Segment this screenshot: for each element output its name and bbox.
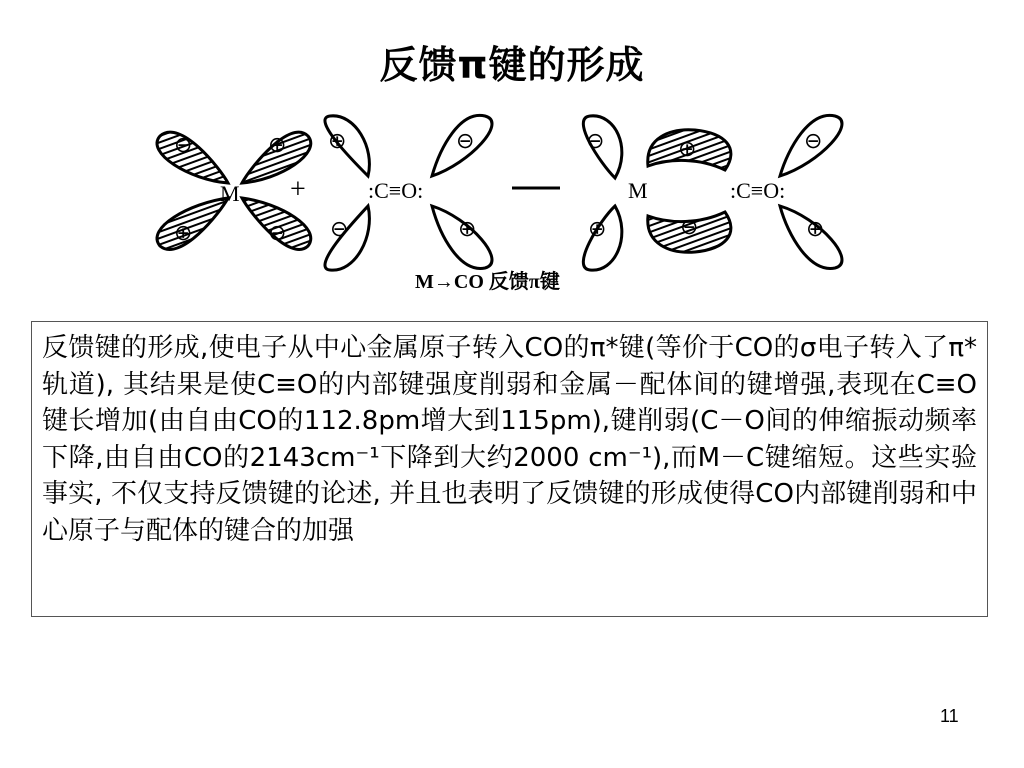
slide-title: 反馈π键的形成 [379, 43, 645, 87]
orbital-sign-10: ⊕ [588, 216, 607, 241]
orbital-sign-9: ⊖ [586, 128, 605, 153]
co-label-right: :C≡O: [730, 178, 786, 203]
co-label-left: :C≡O: [368, 178, 424, 203]
explanation-paragraph: 反馈键的形成,使电子从中心金属原子转入CO的π*键(等价于CO的σ电子转入了π*轨道), 其结果是使C≡O的内部键强度削弱和金属－配体间的键增强,表现在C≡O 键长增加(由自由CO的112.8pm增大到115pm),键削弱(C－O间的伸缩振动频率下降,由自由CO的2143cm⁻¹下降到大约2000 cm⁻¹),而M－C键缩短。这些实验事实, 不仅支持反馈键的论述, 并且也表明了反馈键的形成使得CO内部键削弱和中心原子与配体的键合的加强 [42, 333, 977, 546]
metal-label-left: M [220, 181, 240, 206]
orbital-sign-13: ⊖ [804, 128, 823, 153]
orbital-sign-6: ⊖ [330, 216, 349, 241]
diagram-caption: M→CO 反馈π键 [415, 271, 560, 293]
back-bonding-diagram [140, 108, 880, 296]
explanation-text-box [31, 321, 988, 617]
orbital-sign-11: ⊕ [678, 136, 697, 161]
orbital-sign-3: ⊕ [174, 220, 193, 245]
orbital-sign-12: ⊖ [680, 214, 699, 239]
plus-sign: + [290, 174, 306, 205]
orbital-sign-1: ⊖ [174, 132, 193, 157]
orbital-sign-2: ⊕ [268, 132, 287, 157]
orbital-sign-4: ⊖ [268, 220, 287, 245]
metal-label-right: M [628, 178, 648, 203]
page-number: 11 [940, 706, 959, 726]
orbital-sign-7: ⊖ [456, 128, 475, 153]
orbital-sign-8: ⊕ [458, 216, 477, 241]
orbital-sign-14: ⊕ [806, 216, 825, 241]
orbital-sign-5: ⊕ [328, 128, 347, 153]
